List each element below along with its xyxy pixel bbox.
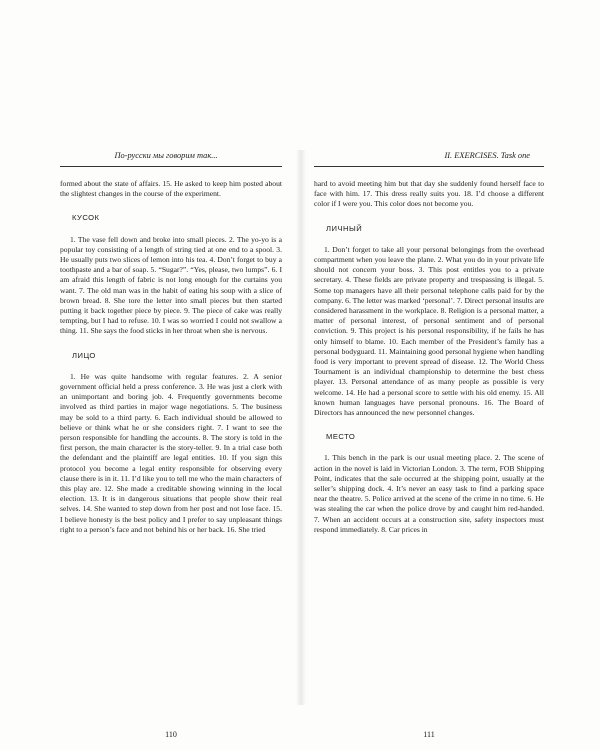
- left-page: [60, 150, 282, 739]
- left-page-header: [60, 150, 282, 167]
- right-intro-paragraph: hard to avoid meeting him but that day she suddenly found herself face to face with him. 17. This dress really suits you. 18. I’d choose a different color if I were you. This color does not become you.: [314, 179, 544, 209]
- right-page-header: [314, 150, 544, 167]
- section-body-mesto: 1. This bench in the park is our usual meeting place. 2. The scene of action in the novel is laid in Victorian London. 3. The term, FOB Shipping Point, indicates that the sale occurred at the shipping point, usually at the seller’s shipping dock. 4. It’s never an easy task to find a parking space near the theatre. 5. Police arrived at the scene of the crime in no time. 6. He was stealing the car when the police drove by and caught him red-handed. 7. When an accident occurs at a construction site, safety inspectors must respond immediately. 8. Car prices in: [314, 453, 544, 534]
- section-body-lichny: 1. Don’t forget to take all your personal belongings from the overhead compartment when you leave the plane. 2. What you do in your private life should not concern your boss. 3. This post entitles you to a private secretary. 4. These fields are private property and trespassing is illegal. 5. Some top managers have all their personal telephone calls paid for by the company. 6. The letter was marked ‘personal’. 7. Direct personal insults are considered harassment in the workplace. 8. Religion is a personal matter, a matter of personal interest, of personal sentiment and of personal conviction. 9. This project is his personal responsibility, if he fails he has only himself to blame. 10. Each member of the President’s family has a personal bodyguard. 11. Maintaining good personal hygiene when handling food is very important to prevent spread of disease. 12. The World Chess Tournament is an individual championship to determine the best chess player. 13. Personal attendance of as many people as possible is very welcome. 14. He had a personal score to settle with his old enemy. 15. All known human languages have personal pronouns. 16. The Board of Directors has announced the new personnel changes.: [314, 244, 544, 418]
- left-intro-paragraph: formed about the state of affairs. 15. He asked to keep him posted about the slightest changes in the course of the experiment.: [60, 179, 282, 199]
- left-running-title: По-русски мы говорим так...: [114, 151, 218, 160]
- section-heading-kusok: КУСОК: [72, 213, 100, 223]
- right-page-number: 111: [423, 730, 435, 739]
- right-running-title: II. EXERCISES. Task one: [444, 151, 530, 160]
- right-page: [314, 150, 544, 739]
- section-heading-mesto: МЕСТО: [326, 432, 356, 442]
- left-page-number: 110: [165, 730, 177, 739]
- section-heading-lichny: ЛИЧНЫЙ: [326, 223, 363, 233]
- book-gutter: [296, 150, 306, 705]
- section-body-kusok: 1. The vase fell down and broke into small pieces. 2. The yo-yo is a popular toy consisting of a length of string tied at one end to a spool. 3. He usually puts two slices of lemon into his tea. 4. Don’t forget to buy a toothpaste and a bar of soap. 5. “Sugar?”. “Yes, please, two lumps”. 6. I am afraid this length of fabric is not long enough for the curtains you want. 7. The old man was in the habit of eating his soup with a slice of brown bread. 8. She tore the letter into small pieces but then started putting it back together piece by piece. 9. The piece of cake was really tempting, but I had to refuse. 10. I was so worried I could not swallow a thing. 11. She says the food sticks in her throat when she is nervous.: [60, 234, 282, 336]
- section-body-litso: 1. He was quite handsome with regular features. 2. A senior government official held a press conference. 3. He was just a clerk with an unimportant and boring job. 4. Frequently governments become involved as third parties in major wage negotiations. 5. The business may be sold to a third party. 6. Each individual should be allowed to believe or think what he or she considers right. 7. I want to see the person responsible for handling the accounts. 8. The story is told in the first person, the main character is the story-teller. 9. In a trial case both the defendant and the plaintiff are legal entities. 10. If you sign this protocol you become a legal entity responsible for observing every clause there is in it. 11. I’d like you to tell me who the main characters of this play are. 12. She made a creditable showing winning in the local election. 13. It is in dangerous situations that people show their real selves. 14. She wanted to step down from her post and not lose face. 15. I believe honesty is the best policy and I prefer to say unpleasant things right to a person’s face and not behind his or her back. 16. She tried: [60, 371, 282, 534]
- section-heading-litso: ЛИЦО: [72, 350, 96, 360]
